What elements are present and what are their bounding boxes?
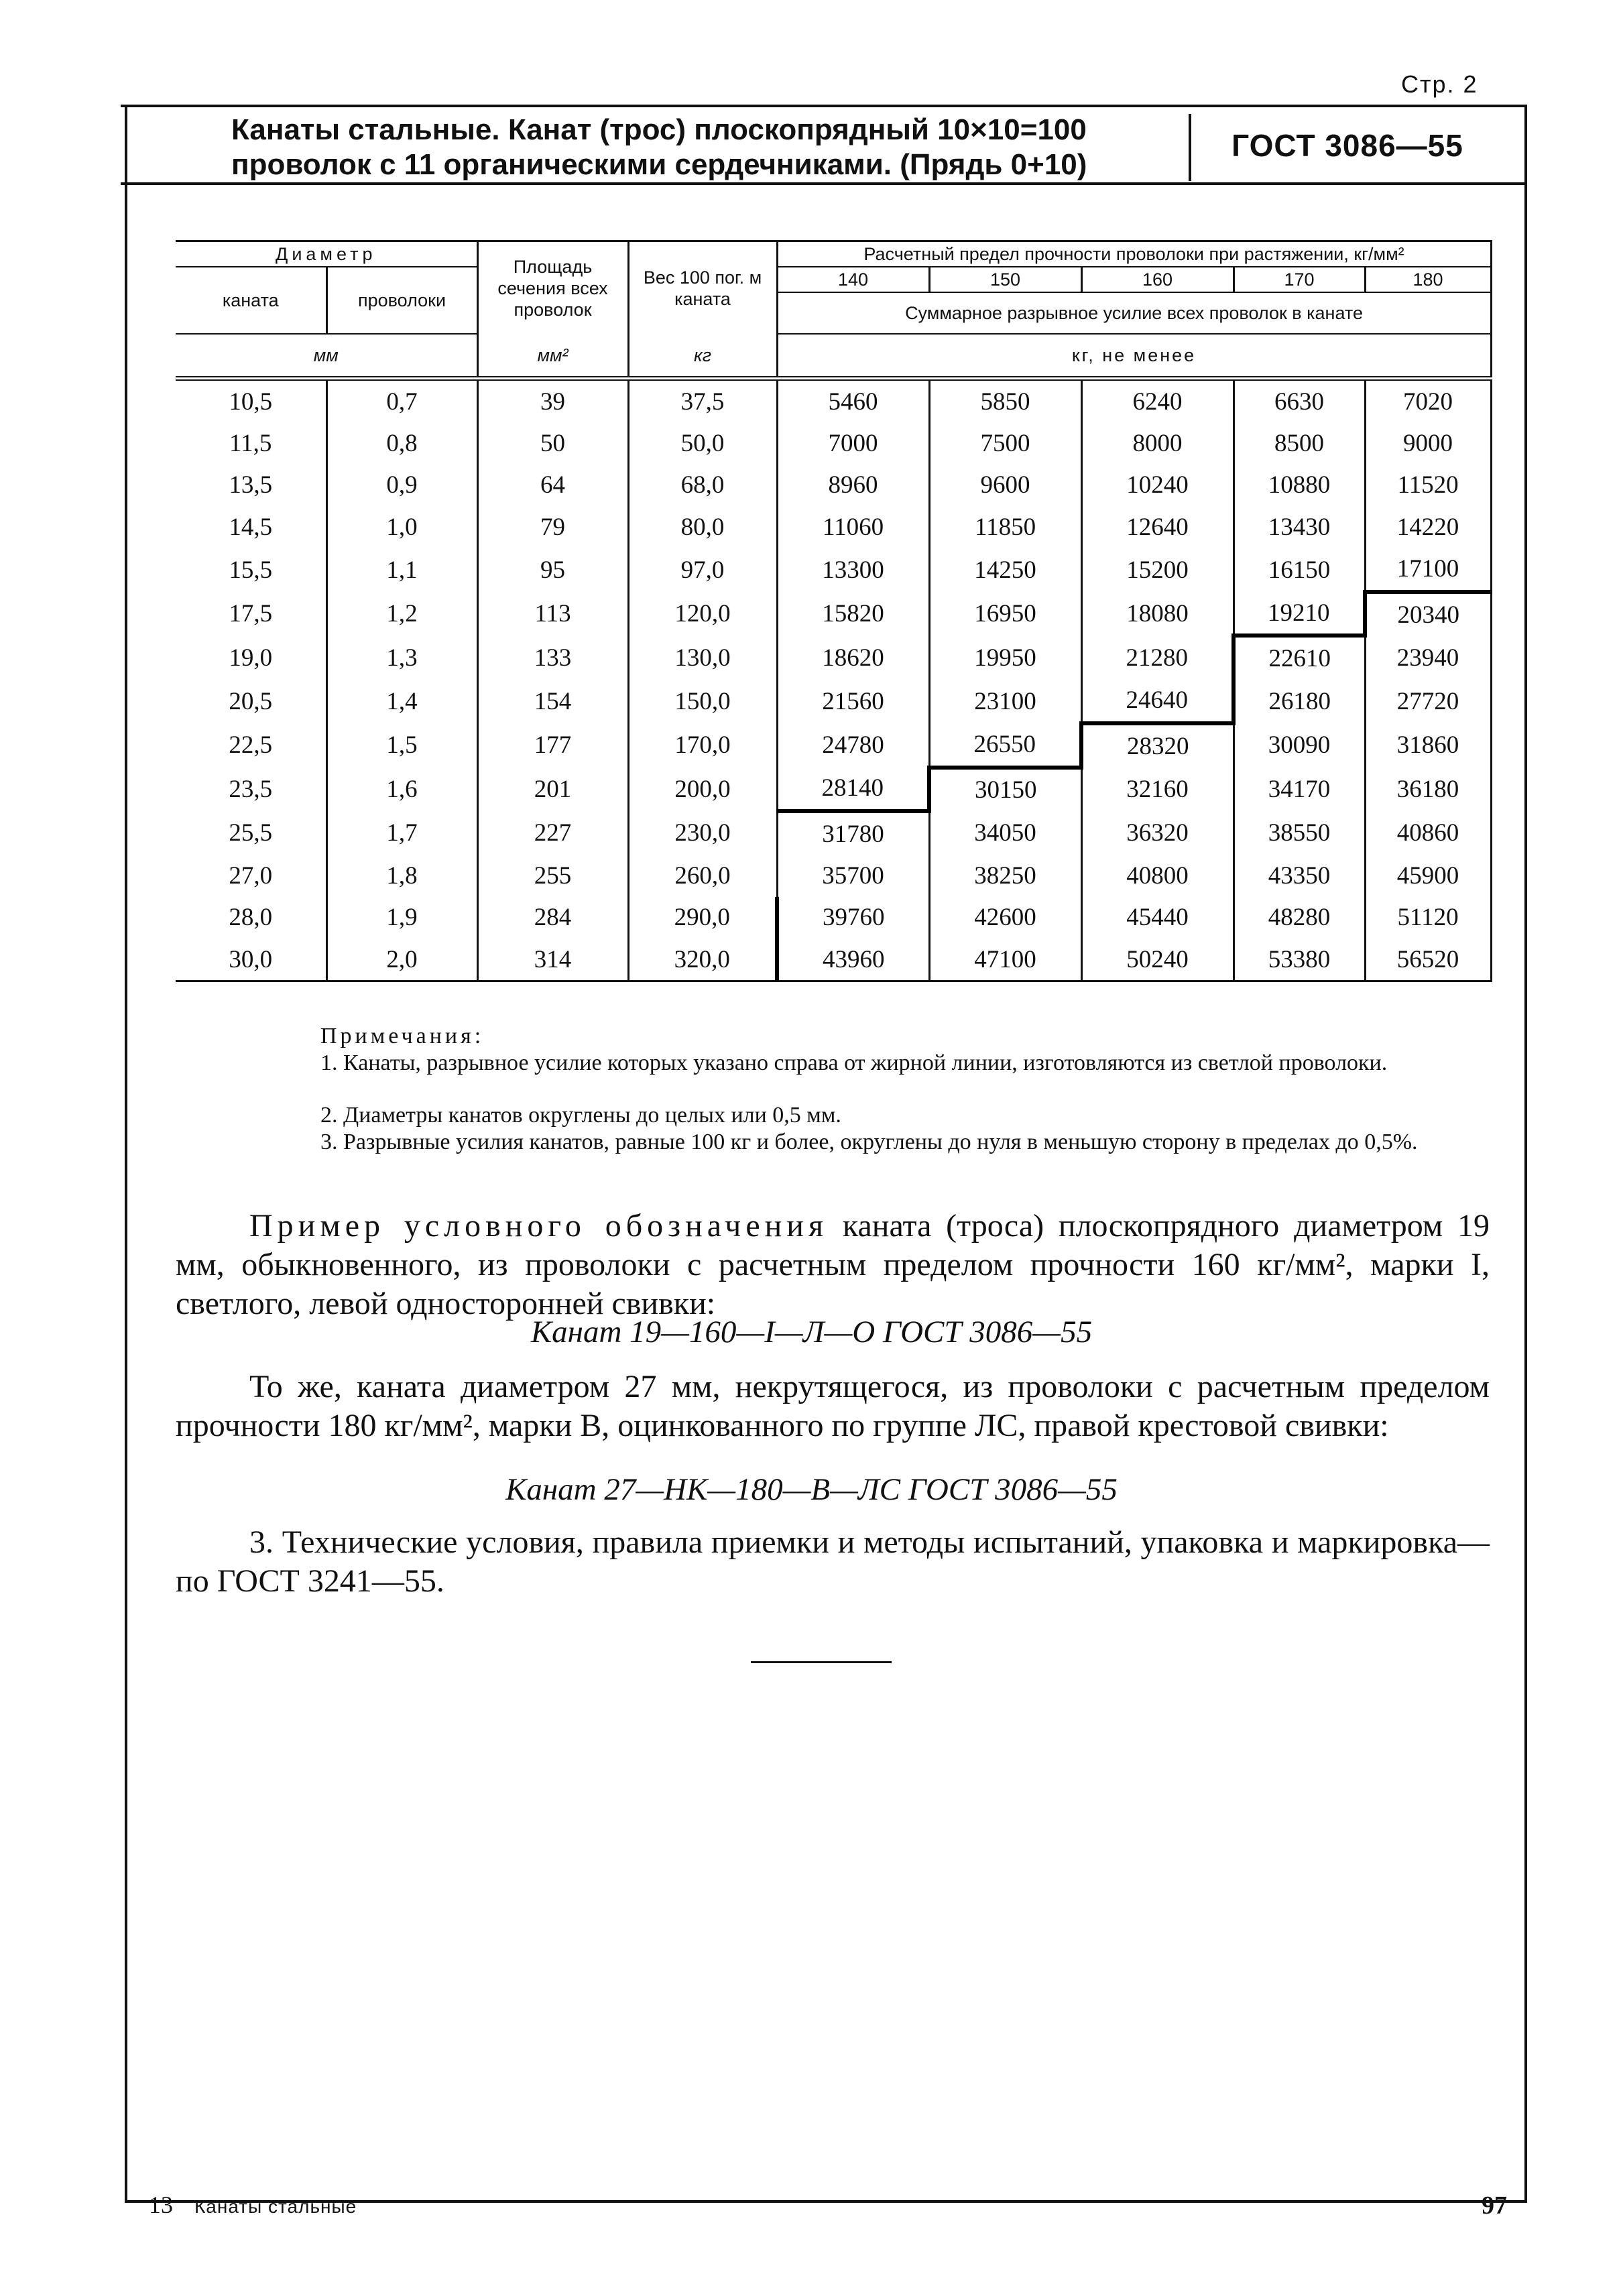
table-cell: 11,5 xyxy=(176,422,326,464)
table-cell: 30,0 xyxy=(176,939,326,981)
table-cell: 48280 xyxy=(1234,897,1365,939)
table-cell: 21280 xyxy=(1081,636,1234,679)
table-cell: 27720 xyxy=(1365,680,1491,723)
table-cell: 8960 xyxy=(777,465,929,506)
header-bottom-rule xyxy=(121,182,1527,185)
table-row xyxy=(176,422,1491,464)
table-cell: 314 xyxy=(477,939,628,981)
table-cell: 25,5 xyxy=(176,811,326,855)
table-cell: 36180 xyxy=(1365,768,1491,811)
table-cell: 227 xyxy=(477,811,628,855)
paragraph-3: 3. Технические условия, правила приемки и методы испытаний, упаковка и маркировка—по ГОСТ 3241—55. xyxy=(176,1524,1490,1599)
header-top-rule xyxy=(121,105,1527,107)
table-cell: 24780 xyxy=(777,723,929,767)
table-cell: 97,0 xyxy=(628,548,777,592)
col-header-rope: каната xyxy=(176,267,326,334)
table-cell: 13430 xyxy=(1234,506,1365,548)
table-cell: 10880 xyxy=(1234,465,1365,506)
table-cell: 64 xyxy=(477,465,628,506)
table-cell: 6630 xyxy=(1234,379,1365,423)
table-cell: 40860 xyxy=(1365,811,1491,855)
table-cell: 56520 xyxy=(1365,939,1491,981)
table-cell: 42600 xyxy=(929,897,1081,939)
table-cell: 14220 xyxy=(1365,506,1491,548)
grade-150: 150 xyxy=(929,267,1081,292)
col-header-diameter: Диаметр xyxy=(176,241,477,267)
table-cell: 13300 xyxy=(777,548,929,592)
table-cell: 68,0 xyxy=(628,465,777,506)
table-cell: 43350 xyxy=(1234,855,1365,896)
table-cell: 14,5 xyxy=(176,506,326,548)
footer-number: 13 xyxy=(149,2191,173,2218)
table-cell: 11060 xyxy=(777,506,929,548)
table-row xyxy=(176,506,1491,548)
table-cell: 0,9 xyxy=(326,465,477,506)
table-cell: 5850 xyxy=(929,379,1081,423)
right-margin-rule xyxy=(1524,105,1527,2203)
designation-2: Канат 27—НК—180—В—ЛС ГОСТ 3086—55 xyxy=(505,1472,1118,1507)
table-cell: 28320 xyxy=(1081,723,1234,767)
header-title-line2: проволок с 11 органическими сердечниками. (Прядь 0+10) xyxy=(231,148,1087,181)
paragraph-2: То же, каната диаметром 27 мм, некрутящегося, из проволоки с расчетным пределом прочности 180 кг/мм², марки В, оцинкованного по группе ЛС, правой крестовой свивки: xyxy=(176,1369,1490,1443)
table-cell: 1,1 xyxy=(326,548,477,592)
table-cell: 28140 xyxy=(777,768,929,811)
designation-1: Канат 19—160—I—Л—О ГОСТ 3086—55 xyxy=(530,1315,1093,1349)
table-cell: 133 xyxy=(477,636,628,679)
table-cell: 290,0 xyxy=(628,897,777,939)
unit-mm2: мм² xyxy=(477,334,628,379)
table-cell: 34050 xyxy=(929,811,1081,855)
header-gost-number: ГОСТ 3086—55 xyxy=(1231,128,1463,163)
table-row xyxy=(176,897,1491,939)
table-row xyxy=(176,379,1491,423)
table-row xyxy=(176,811,1491,855)
table-row xyxy=(176,548,1491,592)
table-row xyxy=(176,592,1491,636)
table-cell: 95 xyxy=(477,548,628,592)
table-cell: 47100 xyxy=(929,939,1081,981)
table-cell: 150,0 xyxy=(628,680,777,723)
note-1: 1. Канаты, разрывное усилие которых указано справа от жирной линии, изготовляются из светлой проволоки. xyxy=(320,1050,1388,1075)
table-cell: 30150 xyxy=(929,768,1081,811)
col-header-area: Площадь сечения всех проволок xyxy=(477,241,628,335)
table-cell: 1,5 xyxy=(326,723,477,767)
table-row xyxy=(176,680,1491,723)
grade-140: 140 xyxy=(777,267,929,292)
table-cell: 1,2 xyxy=(326,592,477,636)
table-cell: 1,9 xyxy=(326,897,477,939)
table-cell: 9000 xyxy=(1365,422,1491,464)
table-cell: 154 xyxy=(477,680,628,723)
table-cell: 20,5 xyxy=(176,680,326,723)
table-cell: 1,7 xyxy=(326,811,477,855)
grade-180: 180 xyxy=(1365,267,1491,292)
table-cell: 50240 xyxy=(1081,939,1234,981)
page-label: Стр. 2 xyxy=(1401,70,1478,98)
grade-170: 170 xyxy=(1234,267,1365,292)
table-cell: 11520 xyxy=(1365,465,1491,506)
table-row xyxy=(176,636,1491,679)
table-cell: 16950 xyxy=(929,592,1081,636)
table-cell: 14250 xyxy=(929,548,1081,592)
unit-kg: кг xyxy=(628,334,777,379)
table-cell: 201 xyxy=(477,768,628,811)
table-cell: 8500 xyxy=(1234,422,1365,464)
table-cell: 16150 xyxy=(1234,548,1365,592)
example-paragraph xyxy=(176,1207,1490,1323)
example-lead: Пример условного обозначения xyxy=(249,1208,829,1244)
table-cell: 170,0 xyxy=(628,723,777,767)
table-cell: 19210 xyxy=(1234,592,1365,636)
table-cell: 36320 xyxy=(1081,811,1234,855)
table-cell: 255 xyxy=(477,855,628,896)
table-cell: 23100 xyxy=(929,680,1081,723)
table-cell: 0,7 xyxy=(326,379,477,423)
table-cell: 39 xyxy=(477,379,628,423)
table-cell: 37,5 xyxy=(628,379,777,423)
table-cell: 7000 xyxy=(777,422,929,464)
table-cell: 120,0 xyxy=(628,592,777,636)
table-cell: 20340 xyxy=(1365,592,1491,636)
table-cell: 284 xyxy=(477,897,628,939)
unit-force: кг, не менее xyxy=(777,334,1491,379)
table-cell: 0,8 xyxy=(326,422,477,464)
table-row xyxy=(176,465,1491,506)
table-cell: 19,0 xyxy=(176,636,326,679)
table-cell: 200,0 xyxy=(628,768,777,811)
table-cell: 230,0 xyxy=(628,811,777,855)
table-cell: 10240 xyxy=(1081,465,1234,506)
table-cell: 53380 xyxy=(1234,939,1365,981)
table-cell: 39760 xyxy=(777,897,929,939)
grade-160: 160 xyxy=(1081,267,1234,292)
table-row xyxy=(176,723,1491,767)
table-cell: 22,5 xyxy=(176,723,326,767)
table-cell: 7020 xyxy=(1365,379,1491,423)
table-row xyxy=(176,855,1491,896)
table-cell: 79 xyxy=(477,506,628,548)
table-cell: 15,5 xyxy=(176,548,326,592)
table-cell: 38550 xyxy=(1234,811,1365,855)
table-cell: 50,0 xyxy=(628,422,777,464)
table-cell: 31860 xyxy=(1365,723,1491,767)
table-cell: 40800 xyxy=(1081,855,1234,896)
col-header-strength: Расчетный предел прочности проволоки при растяжении, кг/мм² xyxy=(777,241,1491,267)
table-cell: 6240 xyxy=(1081,379,1234,423)
table-row xyxy=(176,768,1491,811)
table-cell: 15200 xyxy=(1081,548,1234,592)
table-cell: 45900 xyxy=(1365,855,1491,896)
table-cell: 30090 xyxy=(1234,723,1365,767)
table-cell: 38250 xyxy=(929,855,1081,896)
table-cell: 18620 xyxy=(777,636,929,679)
table-cell: 177 xyxy=(477,723,628,767)
table-cell: 1,4 xyxy=(326,680,477,723)
unit-mm: мм xyxy=(176,334,477,379)
table-cell: 12640 xyxy=(1081,506,1234,548)
rope-table xyxy=(176,240,1491,982)
table-cell: 23940 xyxy=(1365,636,1491,679)
note-2: 2. Диаметры канатов округлены до целых или 0,5 мм. xyxy=(320,1103,841,1128)
col-header-force: Суммарное разрывное усилие всех проволок в канате xyxy=(777,292,1491,334)
table-cell: 45440 xyxy=(1081,897,1234,939)
col-header-weight: Вес 100 пог. м каната xyxy=(628,241,777,335)
table-cell: 80,0 xyxy=(628,506,777,548)
table-cell: 43960 xyxy=(777,939,929,981)
table-cell: 1,3 xyxy=(326,636,477,679)
table-cell: 51120 xyxy=(1365,897,1491,939)
table-cell: 17,5 xyxy=(176,592,326,636)
header-title xyxy=(231,113,1156,182)
table-cell: 10,5 xyxy=(176,379,326,423)
table-cell: 26180 xyxy=(1234,680,1365,723)
footer-text: Канаты стальные xyxy=(194,2196,357,2217)
table-cell: 1,8 xyxy=(326,855,477,896)
table-cell: 23,5 xyxy=(176,768,326,811)
table-cell: 2,0 xyxy=(326,939,477,981)
table-cell: 1,6 xyxy=(326,768,477,811)
table-cell: 31780 xyxy=(777,811,929,855)
note-3: 3. Разрывные усилия канатов, равные 100 кг и более, округлены до нуля в меньшую сторону в пределах до 0,5%. xyxy=(320,1130,1418,1154)
footer-page-number: 97 xyxy=(1482,2191,1507,2220)
table-cell: 26550 xyxy=(929,723,1081,767)
table-cell: 32160 xyxy=(1081,768,1234,811)
table-cell: 260,0 xyxy=(628,855,777,896)
col-header-wire: проволоки xyxy=(326,267,477,334)
end-rule xyxy=(751,1661,892,1663)
left-margin-rule xyxy=(125,105,127,2203)
table-cell: 19950 xyxy=(929,636,1081,679)
table-cell: 5460 xyxy=(777,379,929,423)
table-cell: 22610 xyxy=(1234,636,1365,679)
table-cell: 21560 xyxy=(777,680,929,723)
table-cell: 34170 xyxy=(1234,768,1365,811)
table-cell: 17100 xyxy=(1365,548,1491,592)
table-cell: 8000 xyxy=(1081,422,1234,464)
table-cell: 35700 xyxy=(777,855,929,896)
table-cell: 9600 xyxy=(929,465,1081,506)
table-cell: 50 xyxy=(477,422,628,464)
table-cell: 28,0 xyxy=(176,897,326,939)
table-cell: 15820 xyxy=(777,592,929,636)
table-cell: 320,0 xyxy=(628,939,777,981)
header-divider xyxy=(1189,114,1191,181)
table-cell: 7500 xyxy=(929,422,1081,464)
table-cell: 130,0 xyxy=(628,636,777,679)
example-rest: каната (троса) плоскопрядного диаметром 19 мм, обыкновенного, из проволоки с расчетным пределом прочности 160 кг/мм², марки I, светлого, левой односторонней свивки: xyxy=(176,1208,1490,1321)
table-cell: 113 xyxy=(477,592,628,636)
table-cell: 11850 xyxy=(929,506,1081,548)
notes-title: Примечания: xyxy=(320,1024,485,1048)
table-cell: 18080 xyxy=(1081,592,1234,636)
table-cell: 1,0 xyxy=(326,506,477,548)
table-cell: 27,0 xyxy=(176,855,326,896)
header-title-line1: Канаты стальные. Канат (трос) плоскопрядный 10×10=100 xyxy=(231,113,1087,146)
table-row xyxy=(176,939,1491,981)
table-cell: 13,5 xyxy=(176,465,326,506)
table-cell: 24640 xyxy=(1081,680,1234,723)
